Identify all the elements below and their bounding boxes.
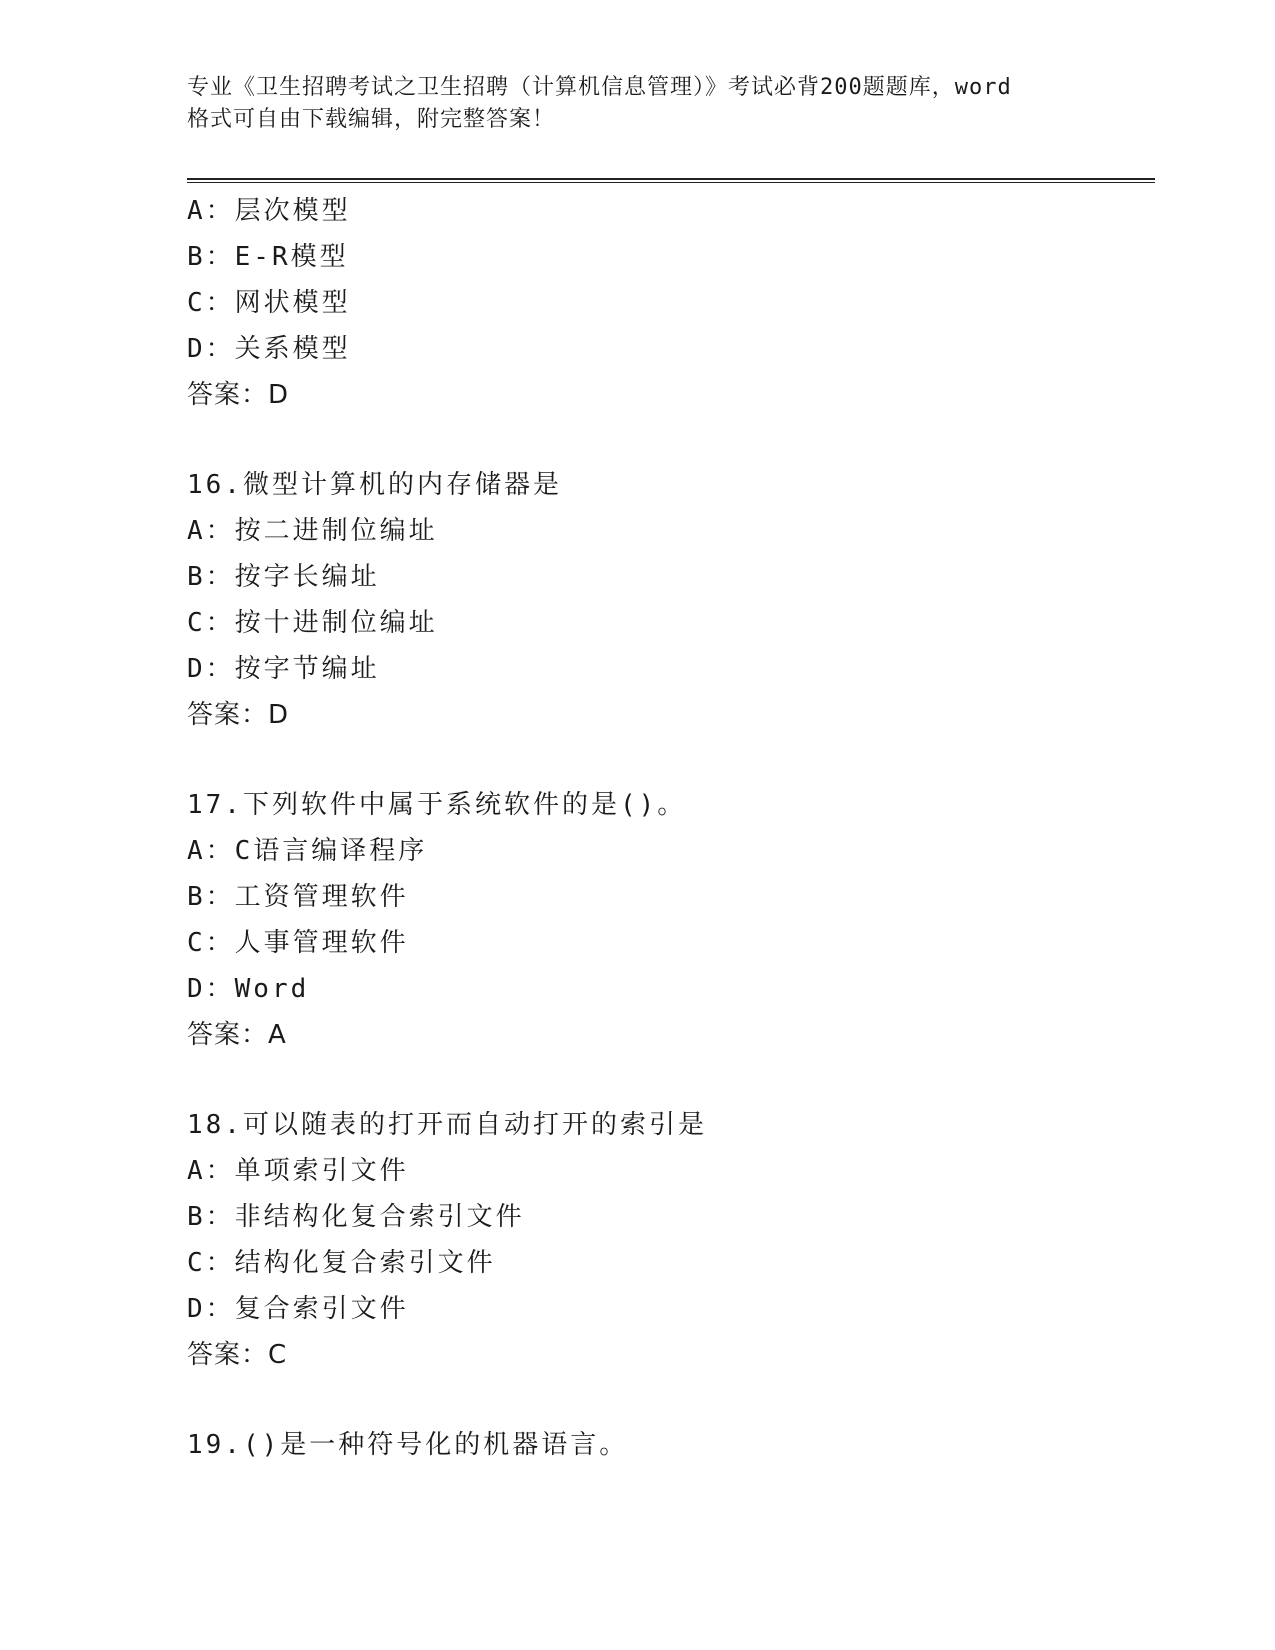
q18-question: 18.可以随表的打开而自动打开的索引是 bbox=[187, 1110, 707, 1140]
q16-option-b: B：按字长编址 bbox=[187, 562, 380, 592]
header-title-line-1: 专业《卫生招聘考试之卫生招聘（计算机信息管理）》考试必背200题题库，word bbox=[187, 75, 1012, 100]
spacer bbox=[187, 1378, 1155, 1422]
question-15-block bbox=[187, 188, 1155, 418]
q18-option-c: C：结构化复合索引文件 bbox=[187, 1248, 496, 1278]
q16-option-d: D：按字节编址 bbox=[187, 654, 380, 684]
question-19-block bbox=[187, 1422, 1155, 1468]
q16-answer: 答案：D bbox=[187, 700, 290, 730]
q17-option-a: A：C语言编译程序 bbox=[187, 836, 428, 866]
q16-question: 16.微型计算机的内存储器是 bbox=[187, 470, 562, 500]
q17-answer: 答案：A bbox=[187, 1020, 287, 1050]
document-header bbox=[187, 72, 1087, 136]
q15-option-b: B：E-R模型 bbox=[187, 242, 349, 272]
q18-option-a: A：单项索引文件 bbox=[187, 1156, 409, 1186]
spacer bbox=[187, 738, 1155, 782]
spacer bbox=[187, 1058, 1155, 1102]
q18-option-d: D：复合索引文件 bbox=[187, 1294, 409, 1324]
q18-option-b: B：非结构化复合索引文件 bbox=[187, 1202, 525, 1232]
q16-option-c: C：按十进制位编址 bbox=[187, 608, 438, 638]
question-list bbox=[187, 188, 1155, 1468]
q17-question: 17.下列软件中属于系统软件的是()。 bbox=[187, 790, 687, 820]
header-divider bbox=[187, 178, 1155, 183]
question-18-block bbox=[187, 1102, 1155, 1378]
q18-answer: 答案：C bbox=[187, 1340, 288, 1370]
q17-option-c: C：人事管理软件 bbox=[187, 928, 409, 958]
q17-option-d: D：Word bbox=[187, 974, 310, 1004]
q17-option-b: B：工资管理软件 bbox=[187, 882, 409, 912]
question-16-block bbox=[187, 462, 1155, 738]
q15-option-d: D：关系模型 bbox=[187, 334, 351, 364]
q15-option-c: C：网状模型 bbox=[187, 288, 351, 318]
q15-answer: 答案：D bbox=[187, 380, 290, 410]
q16-option-a: A：按二进制位编址 bbox=[187, 516, 438, 546]
question-17-block bbox=[187, 782, 1155, 1058]
spacer bbox=[187, 418, 1155, 462]
header-title-line-2: 格式可自由下载编辑，附完整答案！ bbox=[187, 107, 556, 132]
q19-question: 19.()是一种符号化的机器语言。 bbox=[187, 1430, 629, 1460]
q15-option-a: A：层次模型 bbox=[187, 196, 351, 226]
